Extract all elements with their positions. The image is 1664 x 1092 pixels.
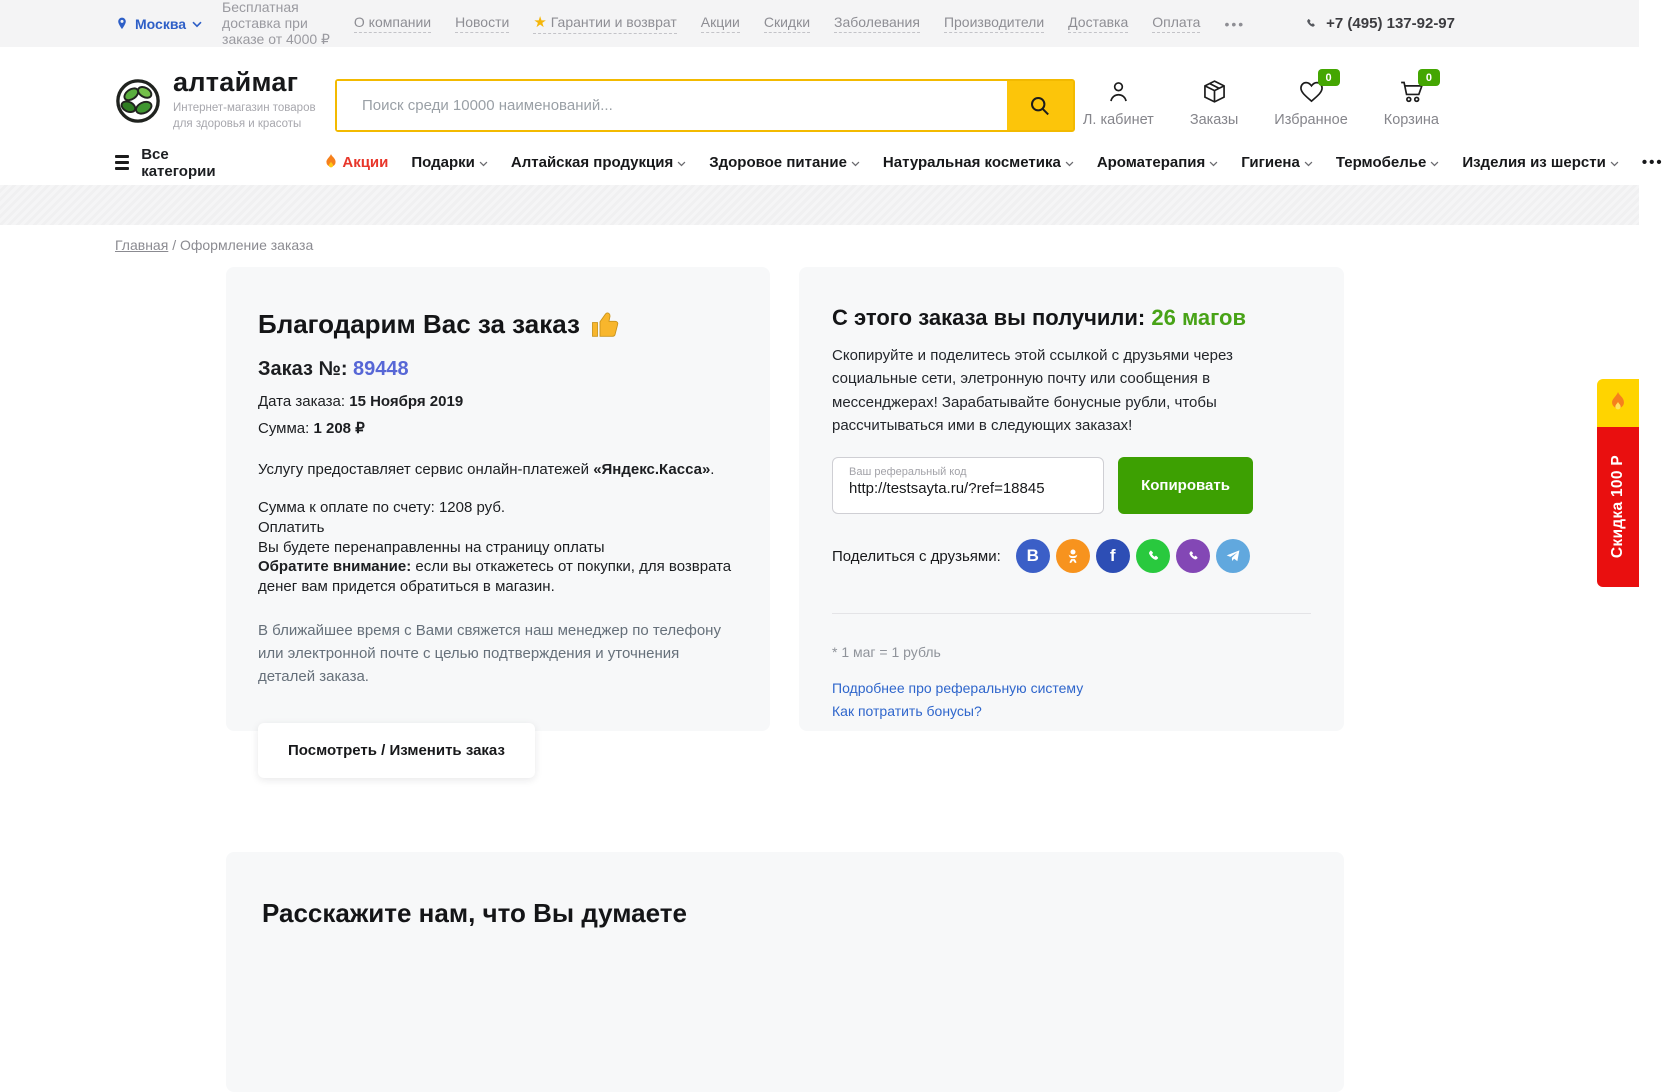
order-title: Благодарим Вас за заказ	[258, 309, 734, 340]
attention-note: Обратите внимание: если вы откажетесь от покупки, для возврата денег вам придется обратиться в магазин.	[258, 558, 732, 596]
topbar-link-promos[interactable]: Акции	[701, 14, 740, 33]
payment-block	[258, 498, 734, 597]
nav-item-natural-cosmetics[interactable]: Натуральная косметика	[883, 154, 1074, 171]
nav-item-wool-products[interactable]: Изделия из шерсти	[1462, 154, 1619, 171]
orders-button[interactable]	[1190, 77, 1238, 128]
divider	[832, 613, 1311, 614]
topbar-link-payment[interactable]: Оплата	[1152, 14, 1200, 33]
phone-icon	[1303, 16, 1318, 31]
flame-icon	[1608, 392, 1628, 414]
header-actions	[1082, 71, 1439, 128]
nav-item-aromatherapy[interactable]: Ароматерапия	[1097, 154, 1218, 171]
nav-item-healthy-food[interactable]: Здоровое питание	[709, 154, 860, 171]
payment-service-line: Услугу предоставляет сервис онлайн-платежей «Яндекс.Касса».	[258, 461, 715, 478]
logo-leaf-icon	[115, 78, 161, 124]
referral-code-field[interactable]	[832, 457, 1104, 514]
breadcrumb-current: Оформление заказа	[179, 237, 314, 253]
cart-button[interactable]	[1383, 71, 1439, 128]
order-number-line: Заказ №: 89448	[258, 358, 409, 380]
vk-share-icon[interactable]: В	[1016, 539, 1050, 573]
city-label: Москва	[135, 15, 187, 32]
telegram-share-icon[interactable]	[1216, 539, 1250, 573]
order-date-line: Дата заказа: 15 Ноября 2019	[258, 393, 464, 410]
odnoklassniki-share-icon[interactable]	[1056, 539, 1090, 573]
topbar	[0, 0, 1639, 47]
order-sum-line: Сумма: 1 208 ₽	[258, 420, 365, 437]
topbar-link-about[interactable]: О компании	[354, 14, 431, 33]
viber-share-icon[interactable]	[1176, 539, 1210, 573]
share-icons	[1016, 539, 1250, 573]
bonus-title: С этого заказа вы получили: 26 магов	[832, 305, 1246, 330]
nav-more-menu[interactable]: •••	[1641, 154, 1664, 171]
referral-code-label: Ваш реферальный код	[849, 466, 967, 478]
chevron-down-icon	[1065, 161, 1074, 167]
cart-label: Корзина	[1383, 112, 1439, 128]
breadcrumb	[115, 237, 1639, 253]
chevron-down-icon	[1209, 161, 1218, 167]
favorites-badge: 0	[1318, 69, 1340, 86]
viber-phone-icon	[1185, 548, 1201, 564]
bonus-description: Скопируйте и поделитесь этой ссылкой с друзьями через социальные сети, элетронную почту или сообщения в мессенджерах! Зарабатывайте бонусные рубли, чтобы рассчитываться ими в следующих заказах!	[832, 347, 1233, 434]
order-confirmation-card	[226, 267, 770, 759]
ribbon-flame-box	[1597, 379, 1639, 427]
order-number: 89448	[353, 358, 409, 380]
feedback-card	[226, 852, 1344, 1092]
nav-item-altai-products[interactable]: Алтайская продукция	[511, 154, 686, 171]
search-icon	[1028, 94, 1052, 118]
referral-code-input[interactable]	[849, 480, 1087, 497]
bonus-links	[832, 678, 1311, 722]
account-button[interactable]	[1083, 77, 1154, 128]
referral-system-link[interactable]: Подробнее про реферальную систему	[832, 680, 1084, 696]
decorative-band	[0, 185, 1639, 225]
logo-title: алтаймаг	[173, 67, 299, 97]
main-nav	[0, 140, 1664, 185]
all-categories-label: Все категории	[141, 145, 216, 180]
logo[interactable]	[115, 69, 316, 132]
breadcrumb-separator: /	[172, 237, 177, 253]
redirect-note: Вы будете перенаправленны на страницу оплаты	[258, 538, 605, 556]
chevron-down-icon	[677, 161, 686, 167]
chevron-down-icon	[1610, 161, 1619, 167]
account-label: Л. кабинет	[1082, 112, 1154, 128]
search-bar	[335, 79, 1075, 132]
copy-button[interactable]: Копировать	[1118, 457, 1253, 514]
flame-icon	[324, 154, 338, 171]
spend-bonuses-link[interactable]: Как потратить бонусы?	[832, 703, 982, 720]
topbar-link-discounts[interactable]: Скидки	[764, 14, 810, 33]
orders-label: Заказы	[1189, 112, 1239, 128]
share-row	[832, 539, 1311, 573]
share-label: Поделиться с друзьями:	[832, 547, 1001, 565]
chevron-down-icon	[479, 161, 488, 167]
phone-text: +7 (495) 137-92-97	[1326, 15, 1455, 32]
topbar-link-news[interactable]: Новости	[455, 14, 509, 33]
chevron-down-icon	[1304, 161, 1313, 167]
nav-item-gifts[interactable]: Подарки	[411, 154, 488, 171]
logo-subtitle: Интернет-магазин товаров для здоровья и красоты	[173, 102, 316, 130]
ribbon-label-box	[1597, 427, 1639, 587]
main-content	[226, 267, 1344, 759]
ribbon-label: Скидка 100 Р	[1609, 455, 1626, 559]
favorites-button[interactable]	[1274, 71, 1348, 128]
topbar-link-delivery[interactable]: Доставка	[1068, 14, 1128, 33]
pay-link[interactable]: Оплатить	[258, 518, 325, 536]
manager-note: В ближайшее время с Вами свяжется наш менеджер по телефону или электронной почте с целью подтверждения и уточнения деталей заказа.	[258, 621, 721, 686]
search-button[interactable]	[1007, 81, 1073, 130]
hamburger-icon	[115, 155, 129, 170]
favorites-label: Избранное	[1274, 112, 1348, 128]
location-pin-icon	[115, 15, 129, 32]
topbar-more-menu[interactable]: •••	[1224, 15, 1246, 32]
whatsapp-phone-icon	[1144, 547, 1162, 565]
nav-item-hygiene[interactable]: Гигиена	[1241, 154, 1313, 171]
whatsapp-share-icon[interactable]	[1136, 539, 1170, 573]
nav-menu	[324, 154, 1663, 171]
all-categories-button[interactable]	[115, 146, 220, 180]
ok-person-icon	[1063, 546, 1083, 566]
chevron-down-icon	[851, 161, 860, 167]
delivery-note: Бесплатная доставка при заказе от 4000 ₽	[222, 0, 330, 47]
header	[0, 47, 1639, 140]
discount-ribbon[interactable]	[1597, 379, 1639, 587]
box-icon	[1201, 78, 1228, 105]
telegram-plane-icon	[1224, 547, 1242, 565]
nav-item-thermal-underwear[interactable]: Термобелье	[1336, 154, 1439, 171]
cart-badge: 0	[1418, 69, 1440, 86]
breadcrumb-home[interactable]: Главная	[115, 237, 169, 253]
phone-number[interactable]	[1303, 15, 1455, 32]
invoice-amount-line: Сумма к оплате по счету: 1208 руб.	[258, 499, 506, 516]
nav-item-promos[interactable]: Акции	[324, 154, 388, 171]
feedback-title: Расскажите нам, что Вы думаете	[262, 898, 687, 928]
thumbs-up-icon	[590, 310, 620, 340]
topbar-links	[354, 13, 1245, 34]
facebook-share-icon[interactable]: f	[1096, 539, 1130, 573]
search-input[interactable]	[337, 81, 1007, 130]
user-icon	[1105, 78, 1132, 105]
star-icon: ★	[533, 14, 547, 31]
bonus-amount: 26 магов	[1151, 305, 1246, 330]
topbar-link-diseases[interactable]: Заболевания	[834, 14, 920, 33]
bonus-referral-card	[799, 267, 1344, 731]
city-selector[interactable]	[115, 15, 202, 32]
topbar-link-manufacturers[interactable]: Производители	[944, 14, 1044, 33]
chevron-down-icon	[1430, 161, 1439, 167]
chevron-down-icon	[192, 21, 202, 28]
referral-row	[832, 457, 1311, 514]
topbar-link-guarantees[interactable]: ★ Гарантии и возврат	[533, 13, 676, 34]
mag-rate-note: * 1 маг = 1 рубль	[832, 644, 941, 660]
view-edit-order-button[interactable]: Посмотреть / Изменить заказ	[258, 723, 535, 778]
logo-text	[173, 69, 316, 132]
